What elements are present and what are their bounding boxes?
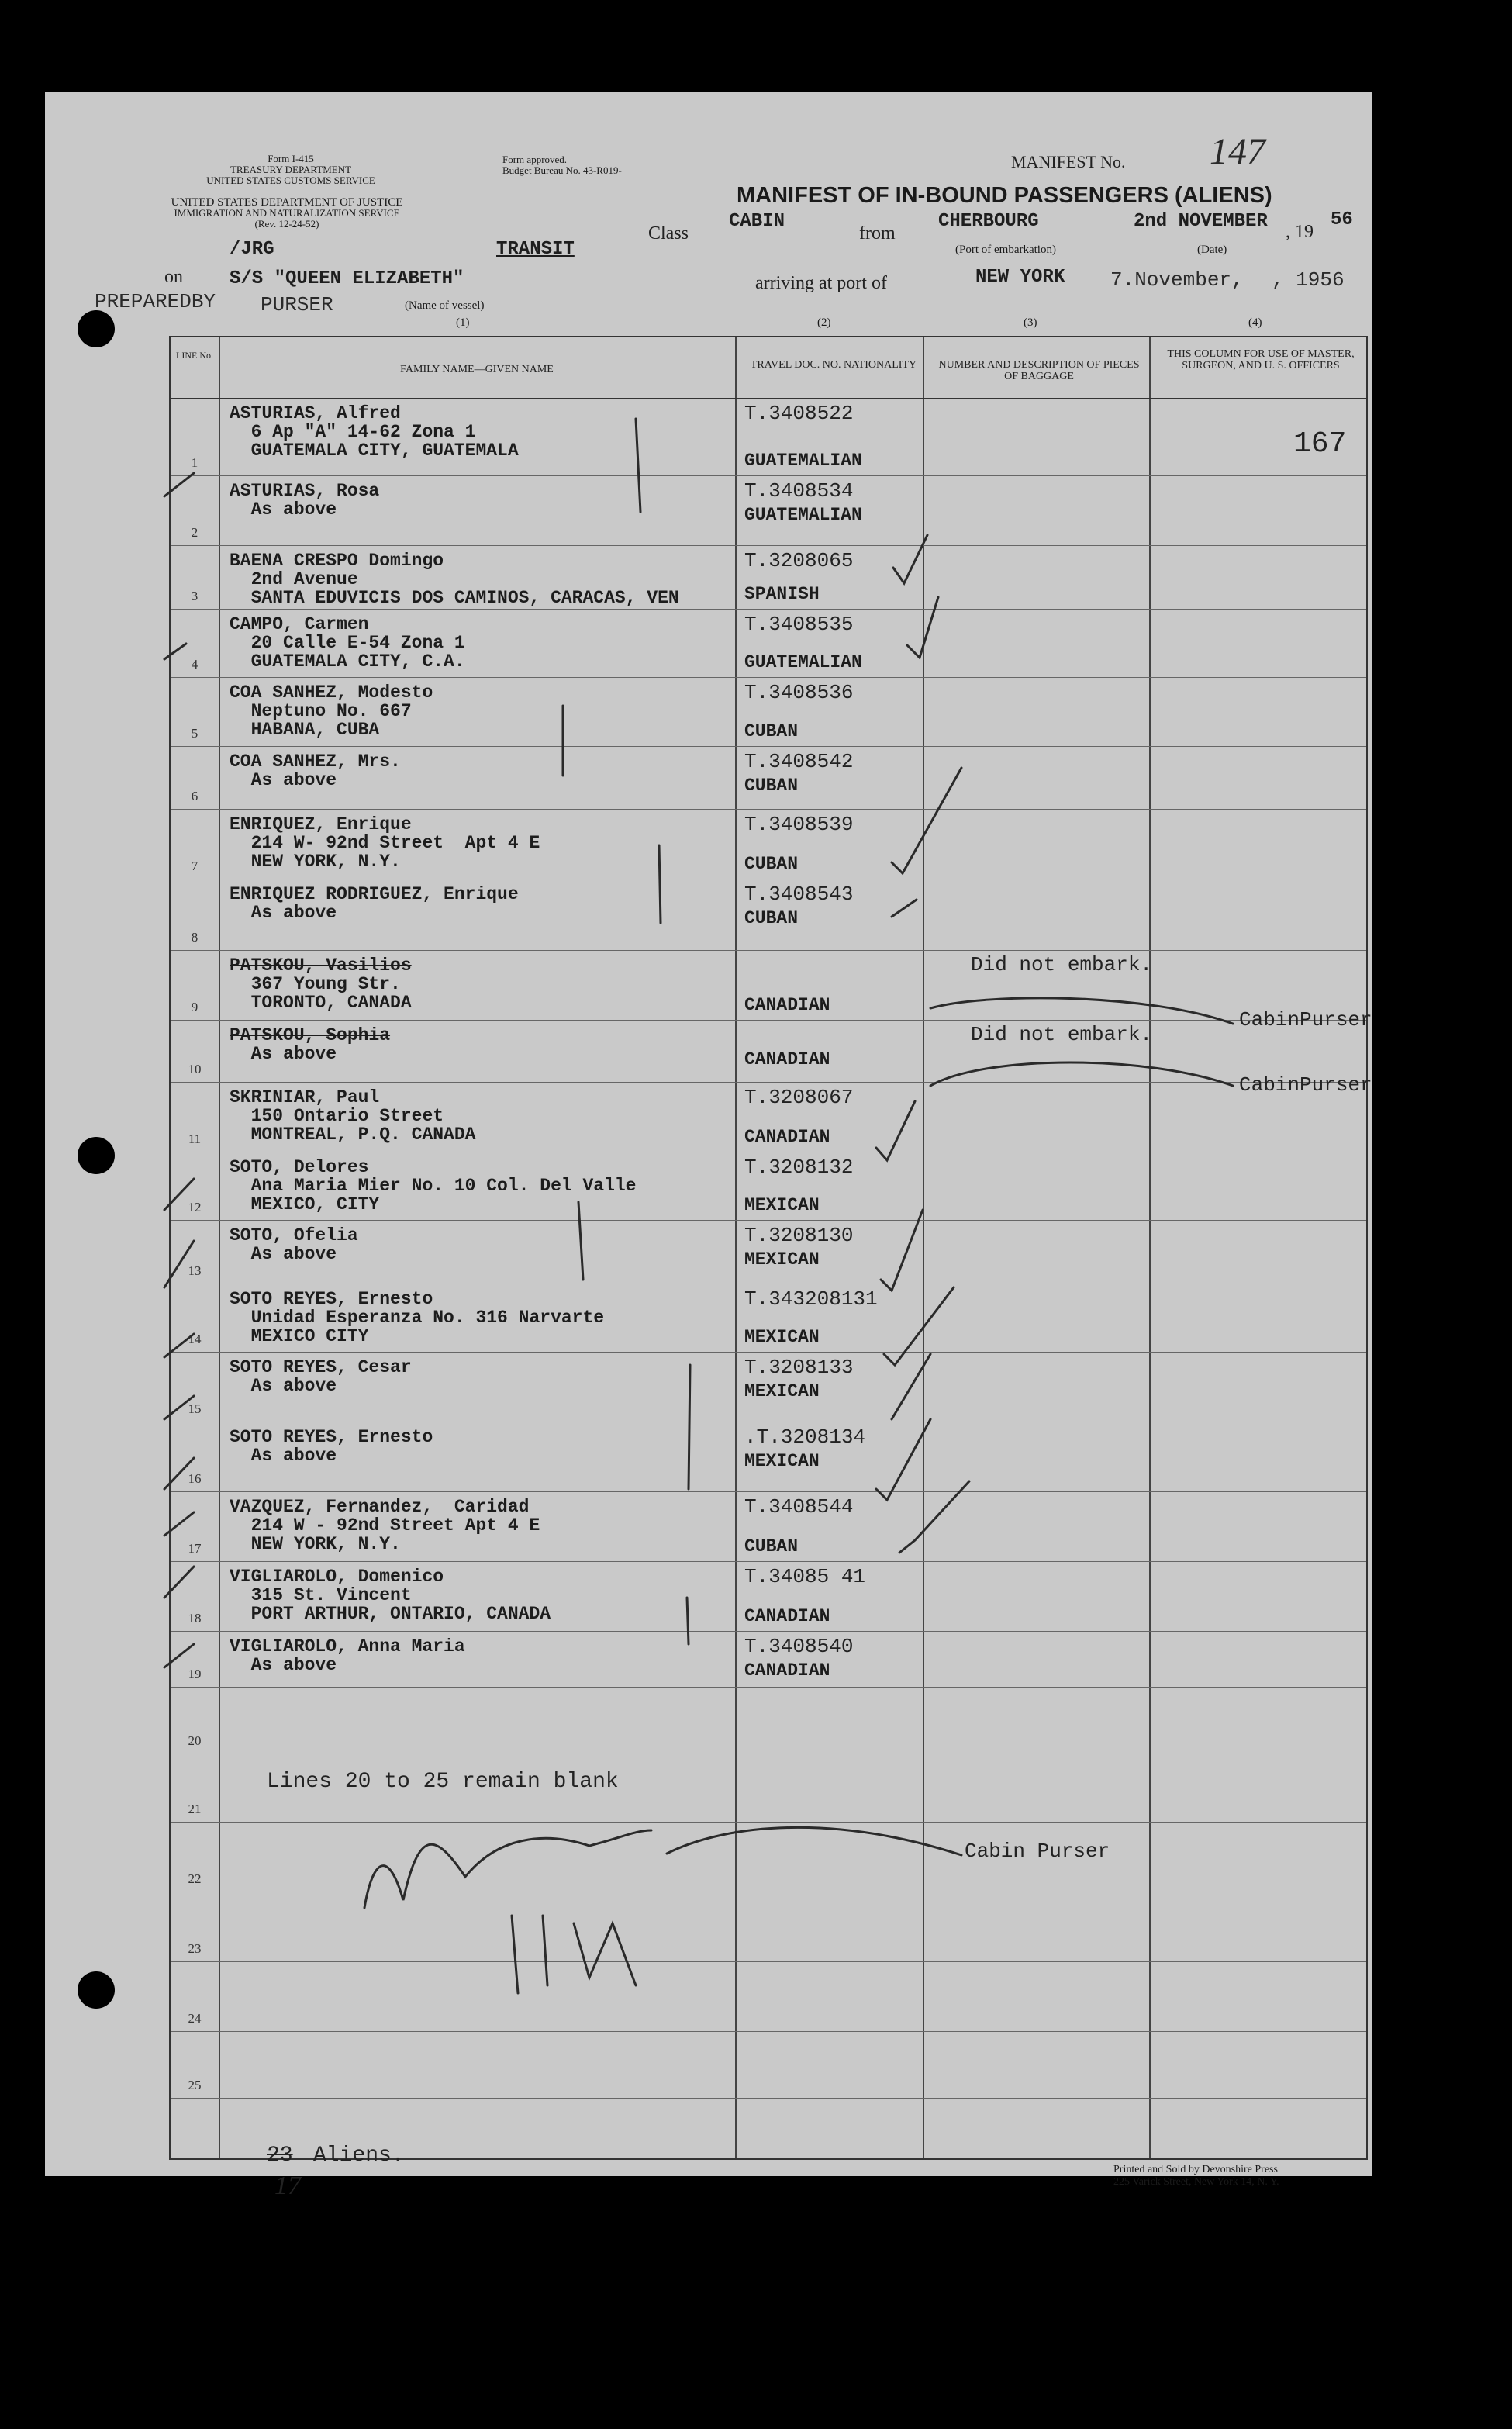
passenger-address: NEW YORK, N.Y. xyxy=(230,852,401,872)
inspector-signature xyxy=(364,1830,651,1908)
total-struck: 23 xyxy=(267,2144,293,2168)
check-mark xyxy=(876,1419,930,1500)
passenger-name: VAZQUEZ, Fernandez, Caridad xyxy=(230,1497,530,1517)
class-label: Class xyxy=(648,223,689,244)
nationality: CANADIAN xyxy=(744,1049,830,1069)
header-line-no: LINE No. xyxy=(176,350,213,361)
port-embark-caption: (Port of embarkation) xyxy=(955,244,1056,256)
line-number: 12 xyxy=(188,1200,202,1214)
blank-lines-note: Lines 20 to 25 remain blank xyxy=(267,1770,619,1794)
travel-doc-number: T.3408542 xyxy=(744,750,854,773)
col-num-2: (2) xyxy=(817,316,831,329)
line-number: 10 xyxy=(188,1062,202,1076)
passenger-address: 214 W- 92nd Street Apt 4 E xyxy=(230,833,540,853)
line-number: 15 xyxy=(188,1401,202,1416)
justice-dept: UNITED STATES DEPARTMENT OF JUSTICE xyxy=(171,196,403,209)
cabin-purser-note-10: CabinPurser xyxy=(1239,1073,1372,1097)
passenger-name: BAENA CRESPO Domingo xyxy=(230,551,444,571)
on-label: on xyxy=(164,267,183,287)
printer-line-2: 225 Varick Street, New York 14, N. Y. xyxy=(1113,2176,1279,2188)
check-mark xyxy=(876,1101,915,1160)
passenger-address: As above xyxy=(230,1655,337,1675)
passenger-address: TORONTO, CANADA xyxy=(230,993,412,1013)
passenger-address: MONTREAL, P.Q. CANADA xyxy=(230,1125,476,1145)
check-mark xyxy=(881,1210,923,1291)
travel-doc-number: T.3408522 xyxy=(744,402,854,425)
arrival-port: NEW YORK xyxy=(975,267,1065,288)
line-number: 25 xyxy=(188,2078,202,2092)
nationality: MEXICAN xyxy=(744,1381,820,1401)
passenger-address: 315 St. Vincent xyxy=(230,1585,412,1605)
passenger-address: As above xyxy=(230,1446,337,1466)
total-corrected: 17 xyxy=(274,2172,301,2200)
printer-line-1: Printed and Sold by Devonshire Press xyxy=(1113,2164,1278,2175)
travel-doc-number: T.343208131 xyxy=(744,1287,878,1311)
passenger-address: NEW YORK, N.Y. xyxy=(230,1534,401,1554)
embark-date: 2nd NOVEMBER xyxy=(1134,211,1268,232)
line-number: 2 xyxy=(191,525,198,540)
signoff-cabin-purser: Cabin Purser xyxy=(965,1840,1110,1863)
passenger-address: 2nd Avenue xyxy=(230,569,358,589)
passenger-address: As above xyxy=(230,903,337,923)
passenger-name: ASTURIAS, Alfred xyxy=(230,403,401,423)
inspector-initials xyxy=(512,1916,636,1993)
passenger-address: Ana Maria Mier No. 10 Col. Del Valle xyxy=(230,1176,637,1196)
passenger-name: SOTO REYES, Cesar xyxy=(230,1357,412,1377)
form-revision: (Rev. 12-24-52) xyxy=(254,218,319,230)
passenger-name: SOTO, Delores xyxy=(230,1157,369,1177)
did-not-embark-note: Did not embark. xyxy=(971,953,1153,976)
from-label: from xyxy=(859,223,896,244)
port-embarkation: CHERBOURG xyxy=(938,211,1039,232)
passenger-name: VIGLIAROLO, Domenico xyxy=(230,1567,444,1587)
nationality: MEXICAN xyxy=(744,1327,820,1347)
line-number: 5 xyxy=(191,726,198,741)
nationality: CUBAN xyxy=(744,1536,799,1557)
header-baggage: NUMBER AND DESCRIPTION OF PIECES OF BAGGAGE xyxy=(938,359,1140,382)
official-count: 167 xyxy=(1293,427,1347,461)
passenger-name: SOTO REYES, Ernesto xyxy=(230,1289,433,1309)
passenger-address: Neptuno No. 667 xyxy=(230,701,412,721)
manifest-number: 147 xyxy=(1210,131,1265,172)
line-number: 19 xyxy=(188,1667,202,1681)
passenger-address: GUATEMALA CITY, GUATEMALA xyxy=(230,441,519,461)
check-mark xyxy=(892,768,961,873)
arriving-label: arriving at port of xyxy=(755,273,887,293)
travel-doc-number: T.3208065 xyxy=(744,549,854,572)
travel-doc-number: T.3208132 xyxy=(744,1156,854,1179)
manifest-no-label: MANIFEST No. xyxy=(1011,152,1126,171)
passenger-address: As above xyxy=(230,770,337,790)
nationality: CUBAN xyxy=(744,908,799,928)
passenger-name: ASTURIAS, Rosa xyxy=(230,481,380,501)
passenger-address: SANTA EDUVICIS DOS CAMINOS, CARACAS, VEN xyxy=(230,588,679,608)
travel-doc-number: T.3408539 xyxy=(744,813,854,836)
year-prefix: , 19 xyxy=(1286,222,1314,242)
travel-doc-number: T.3408536 xyxy=(744,681,854,704)
passenger-address: 214 W - 92nd Street Apt 4 E xyxy=(230,1515,540,1536)
travel-doc-number: .T.3208134 xyxy=(744,1425,866,1449)
check-mark xyxy=(899,1481,969,1553)
passenger-address: 367 Young Str. xyxy=(230,974,401,994)
arrival-year: , 1956 xyxy=(1272,268,1345,292)
line-number: 14 xyxy=(188,1332,202,1346)
passenger-address: As above xyxy=(230,1244,337,1264)
nationality: CUBAN xyxy=(744,854,799,874)
total-label: Aliens. xyxy=(313,2144,405,2168)
travel-doc-number: T.34085 41 xyxy=(744,1565,866,1588)
col-num-3: (3) xyxy=(1024,316,1037,329)
line-number: 18 xyxy=(188,1611,202,1626)
travel-doc-number: T.3408544 xyxy=(744,1495,854,1519)
passenger-name: SOTO REYES, Ernesto xyxy=(230,1427,433,1447)
budget-bureau: Budget Bureau No. 43-R019- xyxy=(502,164,622,176)
nationality: MEXICAN xyxy=(744,1195,820,1215)
nationality: GUATEMALIAN xyxy=(744,652,862,672)
nationality: CUBAN xyxy=(744,721,799,741)
line-number: 8 xyxy=(191,930,198,945)
ins-service: IMMIGRATION AND NATURALIZATION SERVICE xyxy=(174,207,400,219)
customs-service: UNITED STATES CUSTOMS SERVICE xyxy=(206,174,375,186)
check-mark xyxy=(892,1354,930,1419)
passenger-name: CAMPO, Carmen xyxy=(230,614,369,634)
class-value: CABIN xyxy=(729,211,785,232)
treasury-dept: TREASURY DEPARTMENT xyxy=(230,164,352,175)
line-number: 13 xyxy=(188,1263,202,1278)
passenger-name: COA SANHEZ, Modesto xyxy=(230,682,433,703)
purser-label: PURSER xyxy=(261,293,333,316)
nationality: GUATEMALIAN xyxy=(744,505,862,525)
nationality: MEXICAN xyxy=(744,1451,820,1471)
nationality: CUBAN xyxy=(744,776,799,796)
tick-line xyxy=(563,419,690,1644)
line-number: 6 xyxy=(191,789,198,803)
header-official-use: THIS COLUMN FOR USE OF MASTER, SURGEON, AND U. S. OFFICERS xyxy=(1167,348,1355,371)
margin-mark xyxy=(164,473,194,1667)
passenger-address: Unidad Esperanza No. 316 Narvarte xyxy=(230,1308,605,1328)
header-family-name: FAMILY NAME—GIVEN NAME xyxy=(400,364,554,375)
passenger-address: GUATEMALA CITY, C.A. xyxy=(230,651,465,672)
approval-note: Form approved. xyxy=(502,154,568,165)
passenger-name: COA SANHEZ, Mrs. xyxy=(230,752,401,772)
year-suffix: 56 xyxy=(1331,209,1353,230)
col-num-4: (4) xyxy=(1248,316,1262,329)
line-number: 16 xyxy=(188,1471,202,1486)
nationality: CANADIAN xyxy=(744,1660,830,1681)
check-mark xyxy=(907,597,938,658)
purser-signature xyxy=(667,1827,961,1855)
travel-doc-number: T.3408543 xyxy=(744,883,854,906)
travel-doc-number: T.3408540 xyxy=(744,1635,854,1658)
line-number: 4 xyxy=(191,657,198,672)
line-number: 11 xyxy=(188,1132,202,1146)
travel-doc-number: T.3208067 xyxy=(744,1086,854,1109)
nationality: CANADIAN xyxy=(744,1127,830,1147)
vessel-name: S/S "QUEEN ELIZABETH" xyxy=(230,268,464,289)
passenger-name: SOTO, Ofelia xyxy=(230,1225,358,1246)
passenger-address: MEXICO, CITY xyxy=(230,1194,380,1214)
line-number: 7 xyxy=(191,859,198,873)
passenger-name: SKRINIAR, Paul xyxy=(230,1087,380,1107)
line-number: 21 xyxy=(188,1802,202,1816)
line-number: 9 xyxy=(191,1000,198,1014)
header-travel-doc: TRAVEL DOC. NO. NATIONALITY xyxy=(750,359,917,371)
passenger-address: As above xyxy=(230,499,337,520)
date-caption: (Date) xyxy=(1197,244,1227,256)
passenger-address: 150 Ontario Street xyxy=(230,1106,444,1126)
check-mark xyxy=(884,1287,954,1365)
passenger-address: 20 Calle E-54 Zona 1 xyxy=(230,633,465,653)
passenger-name: PATSKOU, Sophia xyxy=(230,1025,391,1045)
form-number: Form I-415 xyxy=(268,153,314,164)
jrg-initials: /JRG xyxy=(230,239,274,260)
purser-signature xyxy=(930,998,1233,1086)
passenger-address: As above xyxy=(230,1044,337,1064)
passenger-address: HABANA, CUBA xyxy=(230,720,380,740)
travel-doc-number: T.3208133 xyxy=(744,1356,854,1379)
line-number: 20 xyxy=(188,1733,202,1748)
line-number: 3 xyxy=(191,589,198,603)
did-not-embark-note: Did not embark. xyxy=(971,1023,1153,1046)
passenger-address: As above xyxy=(230,1376,337,1396)
nationality: SPANISH xyxy=(744,584,820,604)
nationality: CANADIAN xyxy=(744,995,830,1015)
travel-doc-number: T.3408534 xyxy=(744,479,854,503)
nationality: MEXICAN xyxy=(744,1249,820,1270)
col-num-1: (1) xyxy=(456,316,470,329)
vessel-caption: (Name of vessel) xyxy=(405,299,485,312)
transit-mark: TRANSIT xyxy=(496,239,575,260)
manifest-title: MANIFEST OF IN-BOUND PASSENGERS (ALIENS) xyxy=(737,183,1272,208)
nationality: CANADIAN xyxy=(744,1606,830,1626)
passenger-name: VIGLIAROLO, Anna Maria xyxy=(230,1636,465,1657)
line-number: 23 xyxy=(188,1941,202,1956)
line-number: 1 xyxy=(191,455,198,470)
line-number: 24 xyxy=(188,2011,202,2026)
passenger-address: MEXICO CITY xyxy=(230,1326,369,1346)
check-mark xyxy=(893,535,927,583)
travel-doc-number: T.3408535 xyxy=(744,613,854,636)
passenger-name: ENRIQUEZ RODRIGUEZ, Enrique xyxy=(230,884,519,904)
passenger-name: ENRIQUEZ, Enrique xyxy=(230,814,412,834)
line-number: 22 xyxy=(188,1871,202,1886)
travel-doc-number: T.3208130 xyxy=(744,1224,854,1247)
cabin-purser-note-9: CabinPurser xyxy=(1239,1008,1372,1031)
prepared-by: PREPAREDBY xyxy=(95,290,216,313)
nationality: GUATEMALIAN xyxy=(744,451,862,471)
check-mark xyxy=(892,900,917,917)
passenger-address: 6 Ap "A" 14-62 Zona 1 xyxy=(230,422,476,442)
passenger-address: PORT ARTHUR, ONTARIO, CANADA xyxy=(230,1604,551,1624)
arrival-date: 7.November, xyxy=(1110,268,1244,292)
line-number: 17 xyxy=(188,1541,202,1556)
passenger-name: PATSKOU, Vasilios xyxy=(230,955,412,976)
